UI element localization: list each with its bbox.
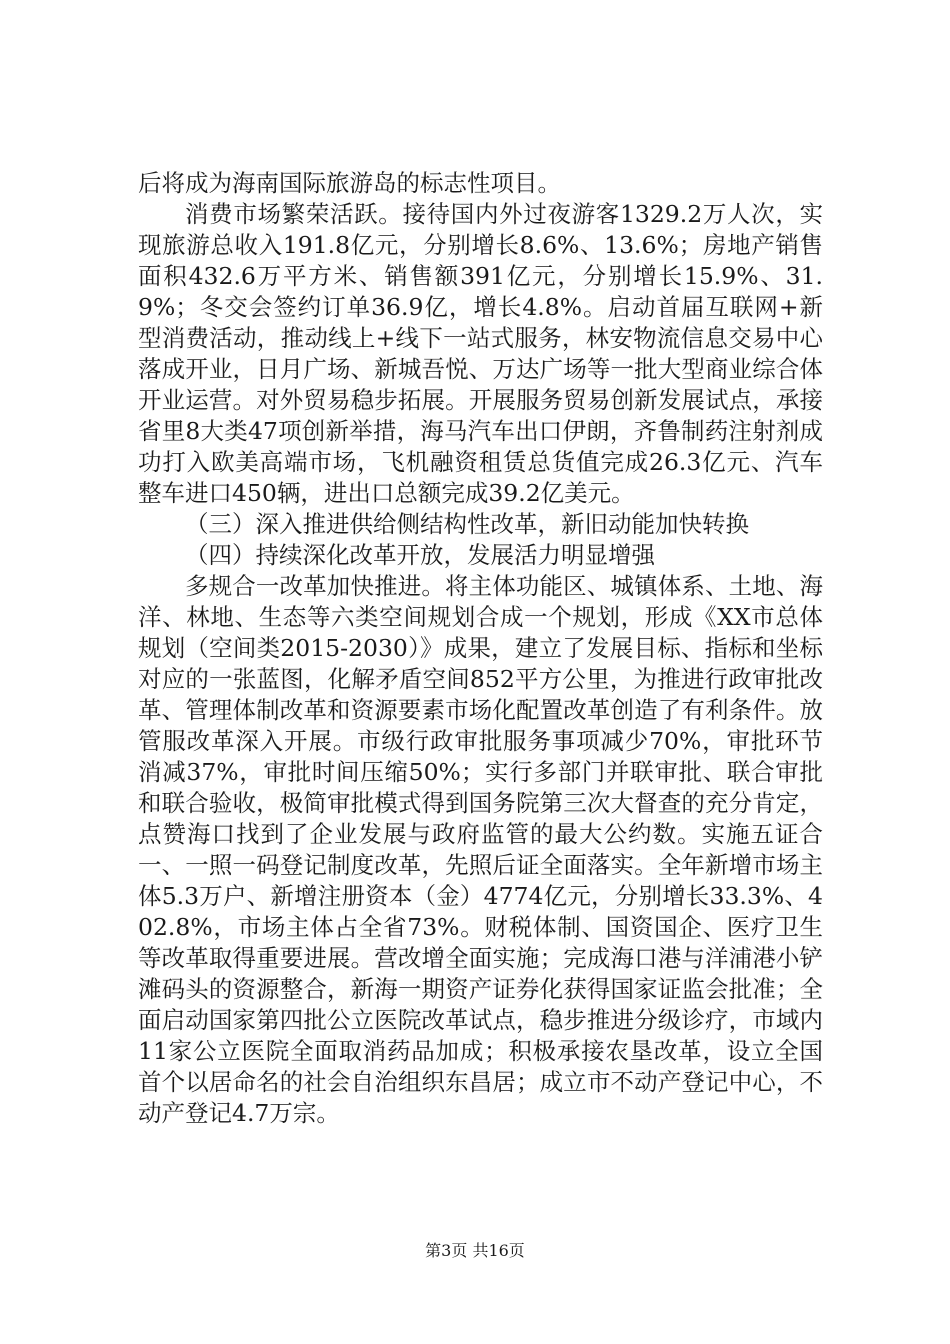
paragraph-reform: 多规合一改革加快推进。将主体功能区、城镇体系、土地、海洋、林地、生态等六类空间规划合成一个规划，形成《XX市总体规划（空间类2015-2030）》成果，建立了发展目标、指标和坐标对应的一张蓝图，化解矛盾空间852平方公里，为推进行政审批改革、管理体制改革和资源要素市场化配置改革创造了有利条件。放管服改革深入开展。市级行政审批服务事项减少70%，审批环节消减37%，审批时间压缩50%；实行多部门并联审批、联合审批和联合验收，极简审批模式得到国务院第三次大督查的充分肯定，点赞海口找到了企业发展与政府监管的最大公约数。实施五证合一、一照一码登记制度改革，先照后证全面落实。全年新增市场主体5.3万户、新增注册资本（金）4774亿元，分别增长33.3%、402.8%，市场主体占全省73%。财税体制、国资国企、医疗卫生等改革取得重要进展。营改增全面实施；完成海口港与洋浦港小铲滩码头的资源整合，新海一期资产证券化获得国家证监会批准；全面启动国家第四批公立医院改革试点，稳步推进分级诊疗，市域内11家公立医院全面取消药品加成；积极承接农垦改革，设立全国首个以居命名的社会自治组织东昌居；成立市不动产登记中心，不动产登记4.7万宗。 [138,572,823,1127]
page-footer: 第3页 共16页 [425,1241,525,1260]
document-body [138,168,823,1129]
section-heading-four: （四）持续深化改革开放，发展活力明显增强 [185,541,655,569]
paragraph-continuation: 后将成为海南国际旅游岛的标志性项目。 [138,169,561,197]
section-heading-three: （三）深入推进供给侧结构性改革，新旧动能加快转换 [185,510,749,538]
paragraph-consumer-market: 消费市场繁荣活跃。接待国内外过夜游客1329.2万人次，实现旅游总收入191.8亿元，分别增长8.6%、13.6%；房地产销售面积432.6万平方米、销售额391亿元，分别增长15.9%、31.9%；冬交会签约订单36.9亿，增长4.8%。启动首届互联网+新型消费活动，推动线上+线下一站式服务，林安物流信息交易中心落成开业，日月广场、新城吾悦、万达广场等一批大型商业综合体开业运营。对外贸易稳步拓展。开展服务贸易创新发展试点，承接省里8大类47项创新举措，海马汽车出口伊朗，齐鲁制药注射剂成功打入欧美高端市场，飞机融资租赁总货值完成26.3亿元、汽车整车进口450辆，进出口总额完成39.2亿美元。 [138,200,823,507]
